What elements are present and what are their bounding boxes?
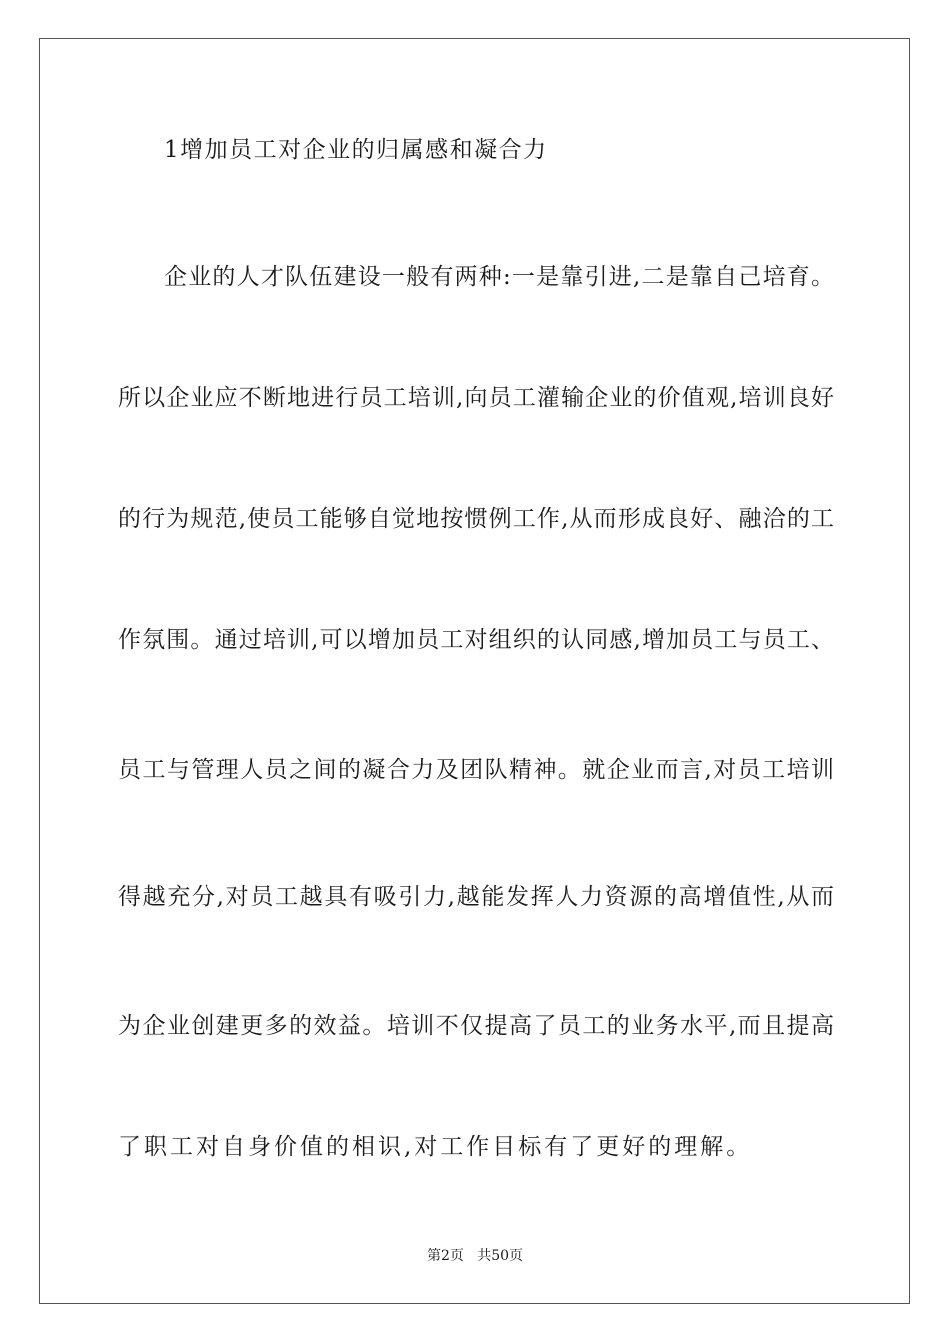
page-frame — [39, 38, 910, 1304]
page-number-footer: 第2页 共50页 — [426, 1248, 524, 1264]
paragraph-line: 得越充分,对员工越具有吸引力,越能发挥人力资源的高增值性,从而 — [118, 884, 834, 910]
paragraph-line: 所以企业应不断地进行员工培训,向员工灌输企业的价值观,培训良好 — [118, 385, 834, 411]
paragraph-line: 企业的人才队伍建设一般有两种:一是靠引进,二是靠自己培育。 — [164, 264, 834, 290]
paragraph-line: 员工与管理人员之间的凝合力及团队精神。就企业而言,对员工培训 — [118, 757, 834, 783]
paragraph-line: 为企业创建更多的效益。培训不仅提高了员工的业务水平,而且提高 — [118, 1013, 834, 1039]
paragraph-line: 的行为规范,使员工能够自觉地按惯例工作,从而形成良好、融洽的工 — [118, 506, 834, 532]
paragraph-line: 了职工对自身价值的相识,对工作目标有了更好的理解。 — [118, 1134, 753, 1160]
section-heading: 1增加员工对企业的归属感和凝合力 — [164, 137, 548, 163]
paragraph-line: 作氛围。通过培训,可以增加员工对组织的认同感,增加员工与员工、 — [118, 627, 834, 653]
